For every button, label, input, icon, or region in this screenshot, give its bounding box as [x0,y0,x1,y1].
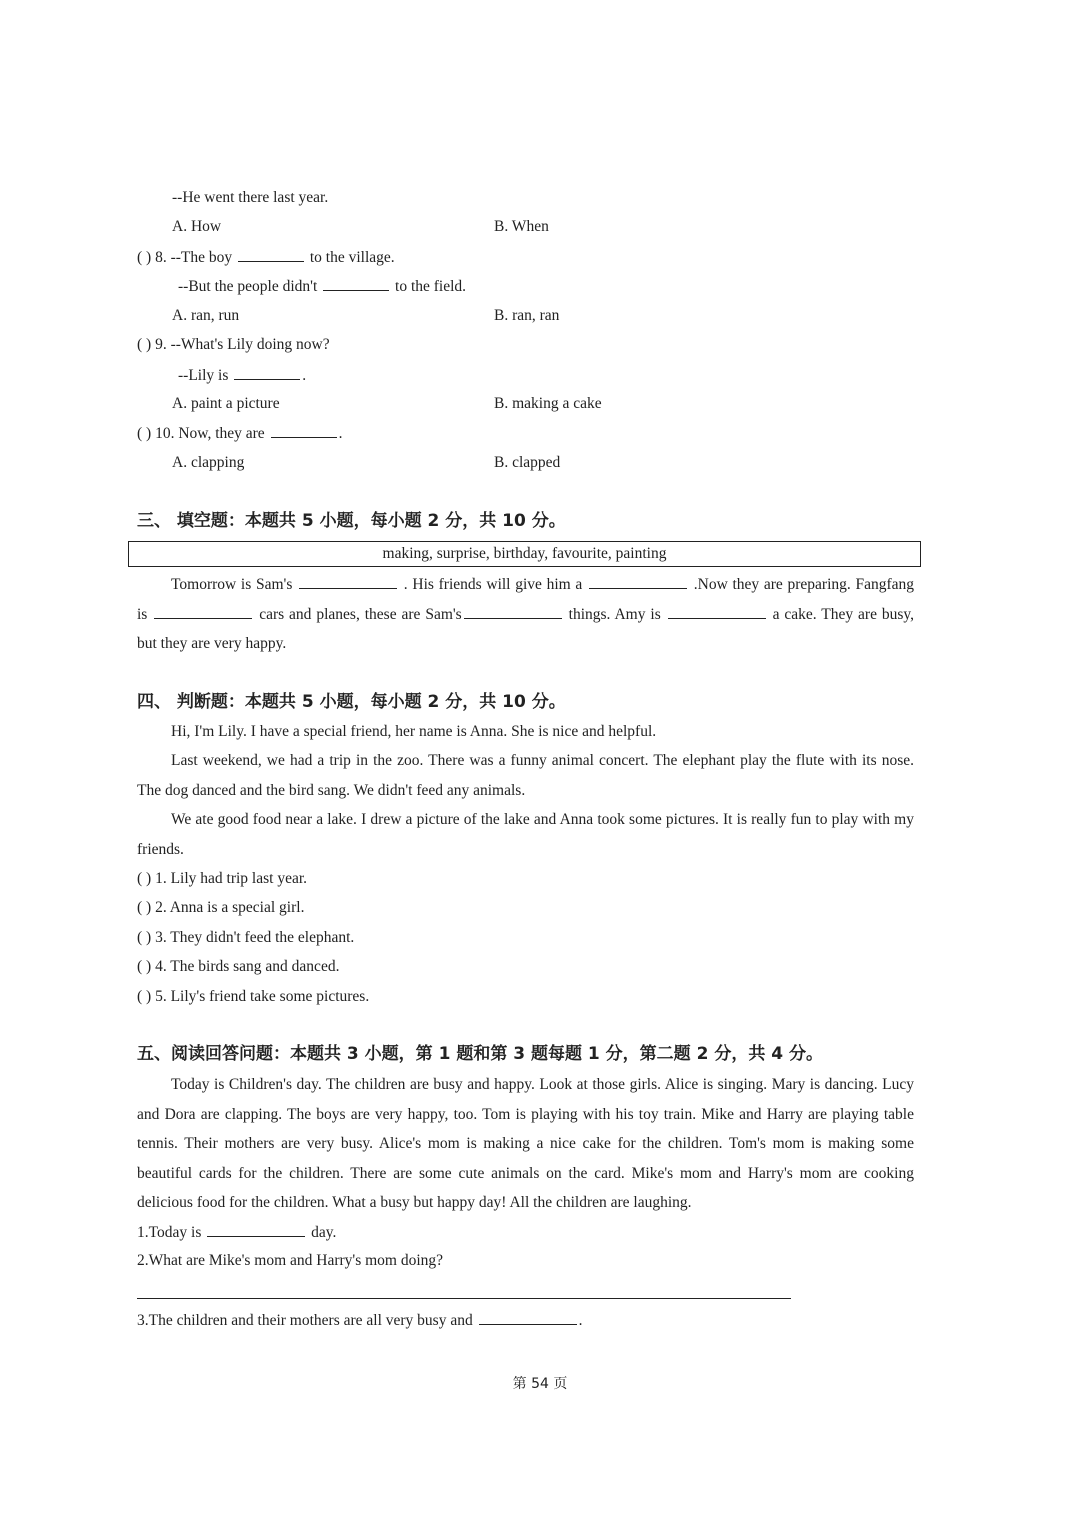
q8-line2-suffix: to the field. [395,278,467,295]
answer-blank [234,365,300,380]
s5-q3-prefix: 3.The children and their mothers are all very busy and [137,1312,473,1329]
judge-item: ( ) 5. Lily's friend take some pictures. [137,988,370,1005]
answer-blank [299,574,397,589]
judge-item: ( ) 4. The birds sang and danced. [137,958,340,975]
q10-prefix: ( ) 10. Now, they are [137,425,265,442]
s3-p5: cars and planes, these are Sam's [259,605,462,623]
q9-option-b: B. making a cake [494,395,602,412]
section4-para3: We ate good food near a lake. I drew a picture of the lake and Anna took some pictures. It is really fun to play with my friends. [137,811,914,858]
q8-option-b: B. ran, ran [494,307,560,324]
s5-q2: 2.What are Mike's mom and Harry's mom doing? [137,1252,444,1269]
q10-suffix: . [338,425,343,442]
s5-q1 [137,1222,336,1243]
s3-p1: Tomorrow is Sam's [171,576,293,593]
s3-p7: a cake. [772,605,817,623]
judge-item: ( ) 1. Lily had trip last year. [137,870,308,887]
q10-option-a: A. clapping [172,454,245,471]
answer-blank [464,604,562,619]
q8-option-a: A. ran, run [172,307,240,324]
q10-stem [137,423,342,444]
section4-para1: Hi, I'm Lily. I have a special friend, her name is Anna. She is nice and helpful. [171,723,657,740]
q7-option-b: B. When [494,218,549,235]
s3-p6: things. Amy is [568,605,661,623]
section3-title: 三、 填空题：本题共 5 小题，每小题 2 分，共 10 分。 [137,511,566,531]
judge-item: ( ) 3. They didn't feed the elephant. [137,929,355,946]
s5-q1-prefix: 1.Today is [137,1224,202,1241]
s5-q3 [137,1310,582,1331]
answer-blank [323,276,389,291]
answer-blank [207,1222,305,1237]
judge-item: ( ) 2. Anna is a special girl. [137,899,305,916]
s3-p8: They are busy, but they are very happy. [137,605,915,652]
q8-line2 [178,276,466,297]
q9-stem: ( ) 9. --What's Lily doing now? [137,336,330,353]
answer-blank [589,574,687,589]
word-bank-box: making, surprise, birthday, favourite, painting [128,541,921,567]
section4-para2: Last weekend, we had a trip in the zoo. There was a funny animal concert. The elephant play the flute with its nose. The dog danced and the bird sang. We didn't feed any animals. [137,752,914,799]
s5-q1-suffix: day. [311,1224,337,1241]
answer-blank [668,604,766,619]
q10-option-b: B. clapped [494,454,561,471]
answer-line [137,1298,791,1299]
section4-title: 四、 判断题：本题共 5 小题，每小题 2 分，共 10 分。 [137,692,566,712]
q9-line2-suffix: . [302,367,307,384]
answer-blank [154,604,252,619]
page-number: 第 54 页 [512,1376,568,1392]
q8-stem [137,247,395,268]
s5-q3-suffix: . [578,1312,583,1329]
q7-option-a: A. How [172,218,222,235]
q9-line2-prefix: --Lily is [178,367,229,384]
s3-p2: . His friends will give him a [403,576,583,593]
section5-passage: Today is Children's day. The children are busy and happy. Look at those girls. Alice is singing. Mary is dancing. Lucy and Dora are clapping. The boys are very happy, too. Tom is playing with his toy train. Mike and Harry are playing table tennis. Their mothers are very busy. Alice's mom is making a nice cake for the children. Tom's mom is making some beautiful cards for the children. There are some cute animals on the card. Mike's mom and Harry's mom are cooking delicious food for the children. What a busy but happy day! All the children are laughing. [137,1076,914,1211]
q9-line2 [178,365,306,386]
q9-option-a: A. paint a picture [172,395,280,412]
answer-blank [238,247,304,262]
s3-p3: .Now they are preparing. [693,576,851,593]
q8-line2-prefix: --But the people didn't [178,278,318,295]
answer-blank [271,423,337,438]
q8-suffix: to the village. [309,249,395,266]
section3-passage [137,570,914,659]
section5-title: 五、阅读回答问题：本题共 3 小题，第 1 题和第 3 题每题 1 分，第二题 2 分，共 4 分。 [137,1044,823,1064]
answer-blank [479,1310,577,1325]
q8-prefix: ( ) 8. --The boy [137,249,233,266]
s3-p4: Fangfang is [137,576,915,623]
q7-answer-line: --He went there last year. [172,189,329,206]
